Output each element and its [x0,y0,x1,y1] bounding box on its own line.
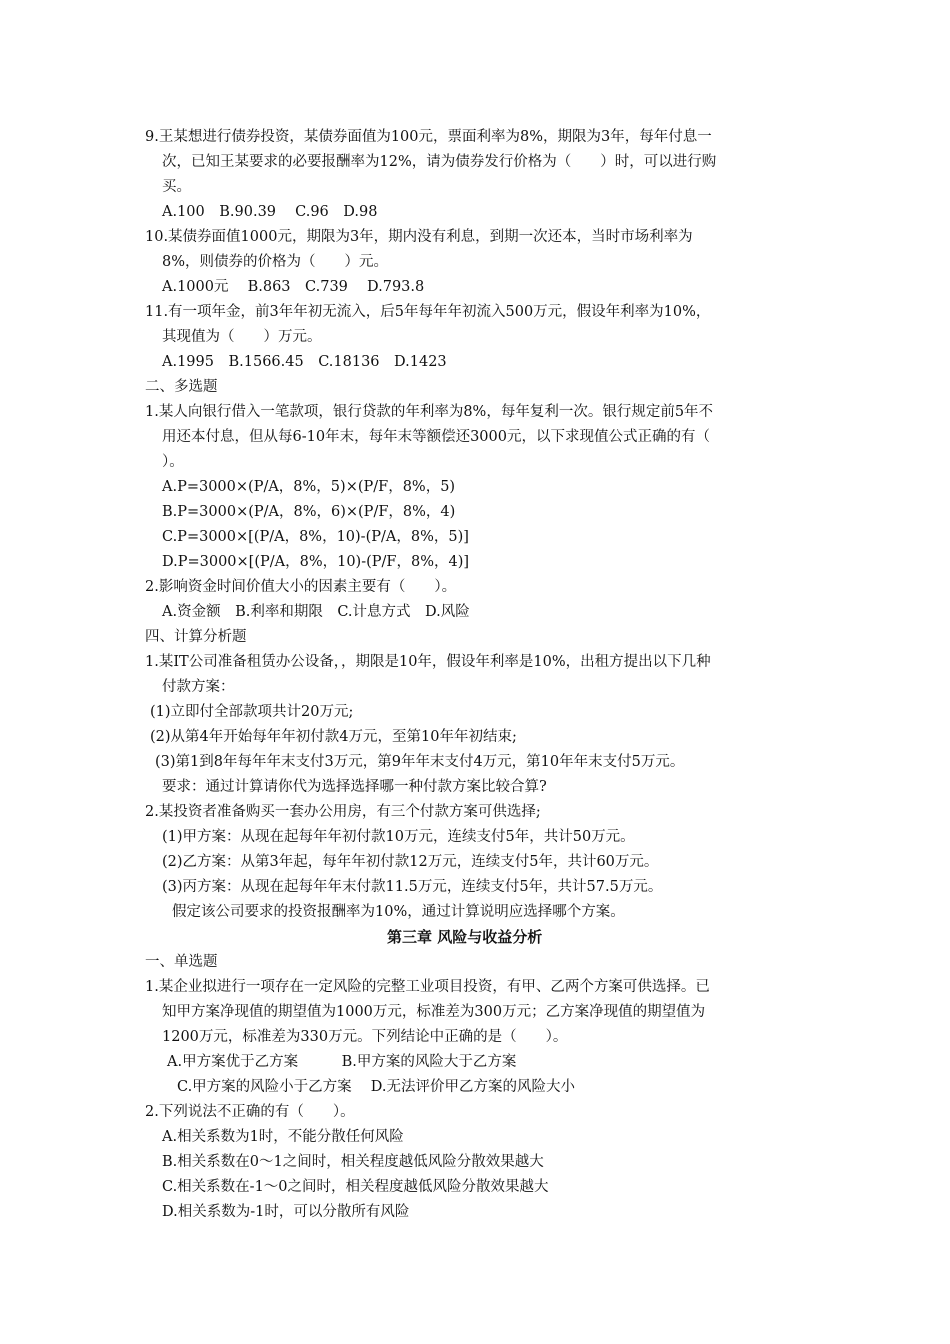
risk-question-1-options-cd: C.甲方案的风险小于乙方案 D.无法评价甲乙方案的风险大小 [177,1079,576,1095]
section-multiple-choice-heading: 二、多选题 [145,379,218,395]
risk-question-1-line-3: 1200万元，标准差为330万元。下列结论中正确的是（ ）。 [162,1029,568,1045]
risk-question-1-line-1: 1.某企业拟进行一项存在一定风险的完整工业项目投资，有甲、乙两个方案可供选择。已 [145,979,710,995]
calc-question-2-plan-a: (1)甲方案：从现在起每年年初付款10万元，连续支付5年，共计50万元。 [162,829,635,845]
multi-question-1-line-3: ）。 [162,454,184,470]
multi-question-1-line-2: 用还本付息，但从每6-10年末，每年末等额偿还3000元，以下求现值公式正确的有（ [162,429,710,445]
chapter-title: 第三章 风险与收益分析 [387,928,543,946]
risk-question-2-option-b: B.相关系数在0～1之间时，相关程度越低风险分散效果越大 [162,1154,544,1170]
calc-question-2-line-1: 2.某投资者准备购买一套办公用房，有三个付款方案可供选择; [145,804,541,820]
multi-question-1-option-a: A.P=3000×(P/A，8%，5)×(P/F，8%，5) [162,479,456,495]
multi-question-1-option-b: B.P=3000×(P/A，8%，6)×(P/F，8%，4) [162,504,456,520]
risk-question-2-option-d: D.相关系数为-1时，可以分散所有风险 [162,1204,410,1220]
question-10-line-1: 10.某债券面值1000元，期限为3年，期内没有利息，到期一次还本，当时市场利率为 [145,229,693,245]
question-9-line-1: 9.王某想进行债券投资，某债券面值为100元，票面利率为8%，期限为3年，每年付息一 [145,129,712,145]
section-single-choice-heading: 一、单选题 [145,954,218,970]
calc-question-2-plan-b: (2)乙方案：从第3年起，每年年初付款12万元，连续支付5年，共计60万元。 [162,854,659,870]
risk-question-2-option-c: C.相关系数在-1～0之间时，相关程度越低风险分散效果越大 [162,1179,549,1195]
calc-question-2-plan-c: (3)丙方案：从现在起每年年末付款11.5万元，连续支付5年，共计57.5万元。 [162,879,663,895]
calc-question-1-requirement: 要求：通过计算请你代为选择选择哪一种付款方案比较合算? [162,779,547,795]
question-9-line-3: 买。 [162,179,191,195]
question-11-line-2: 其现值为（ ）万元。 [162,329,322,345]
multi-question-2-line-1: 2.影响资金时间价值大小的因素主要有（ ）。 [145,579,457,595]
risk-question-1-line-2: 知甲方案净现值的期望值为1000万元，标准差为300万元；乙方案净现值的期望值为 [162,1004,706,1020]
multi-question-2-options: A.资金额 B.利率和期限 C.计息方式 D.风险 [162,604,470,620]
question-11-line-1: 11.有一项年金，前3年年初无流入，后5年每年年初流入500万元，假设年利率为10%， [145,304,711,320]
calc-question-1-plan-3: (3)第1到8年每年年末支付3万元，第9年年末支付4万元，第10年年末支付5万元。 [155,754,685,770]
multi-question-1-option-c: C.P=3000×[(P/A，8%，10)-(P/A，8%，5)] [162,529,469,545]
calc-question-1-plan-1: (1)立即付全部款项共计20万元; [150,704,354,720]
calc-question-1-plan-2: (2)从第4年开始每年年初付款4万元，至第10年年初结束; [150,729,517,745]
question-9-line-2: 次，已知王某要求的必要报酬率为12%，请为债券发行价格为（ ）时，可以进行购 [162,154,717,170]
calc-question-1-line-1: 1.某IT公司准备租赁办公设备，，期限是10年，假设年利率是10%，出租方提出以下几种 [145,654,711,670]
section-calculation-heading: 四、计算分析题 [145,629,247,645]
calc-question-2-requirement: 假定该公司要求的投资报酬率为10%，通过计算说明应选择哪个方案。 [172,904,625,920]
multi-question-1-option-d: D.P=3000×[(P/A，8%，10)-(P/F，8%，4)] [162,554,470,570]
calc-question-1-line-2: 付款方案： [162,679,235,695]
question-9-options: A.100 B.90.39 C.96 D.98 [162,204,378,220]
risk-question-1-options-ab: A.甲方案优于乙方案 B.甲方案的风险大于乙方案 [167,1054,517,1070]
risk-question-2-line-1: 2.下列说法不正确的有（ ）。 [145,1104,355,1120]
question-11-options: A.1995 B.1566.45 C.18136 D.1423 [162,354,447,370]
question-10-line-2: 8%，则债券的价格为（ ）元。 [162,254,389,270]
multi-question-1-line-1: 1.某人向银行借入一笔款项，银行贷款的年利率为8%，每年复利一次。银行规定前5年不 [145,404,714,420]
question-10-options: A.1000元 B.863 C.739 D.793.8 [162,279,425,295]
risk-question-2-option-a: A.相关系数为1时，不能分散任何风险 [162,1129,404,1145]
